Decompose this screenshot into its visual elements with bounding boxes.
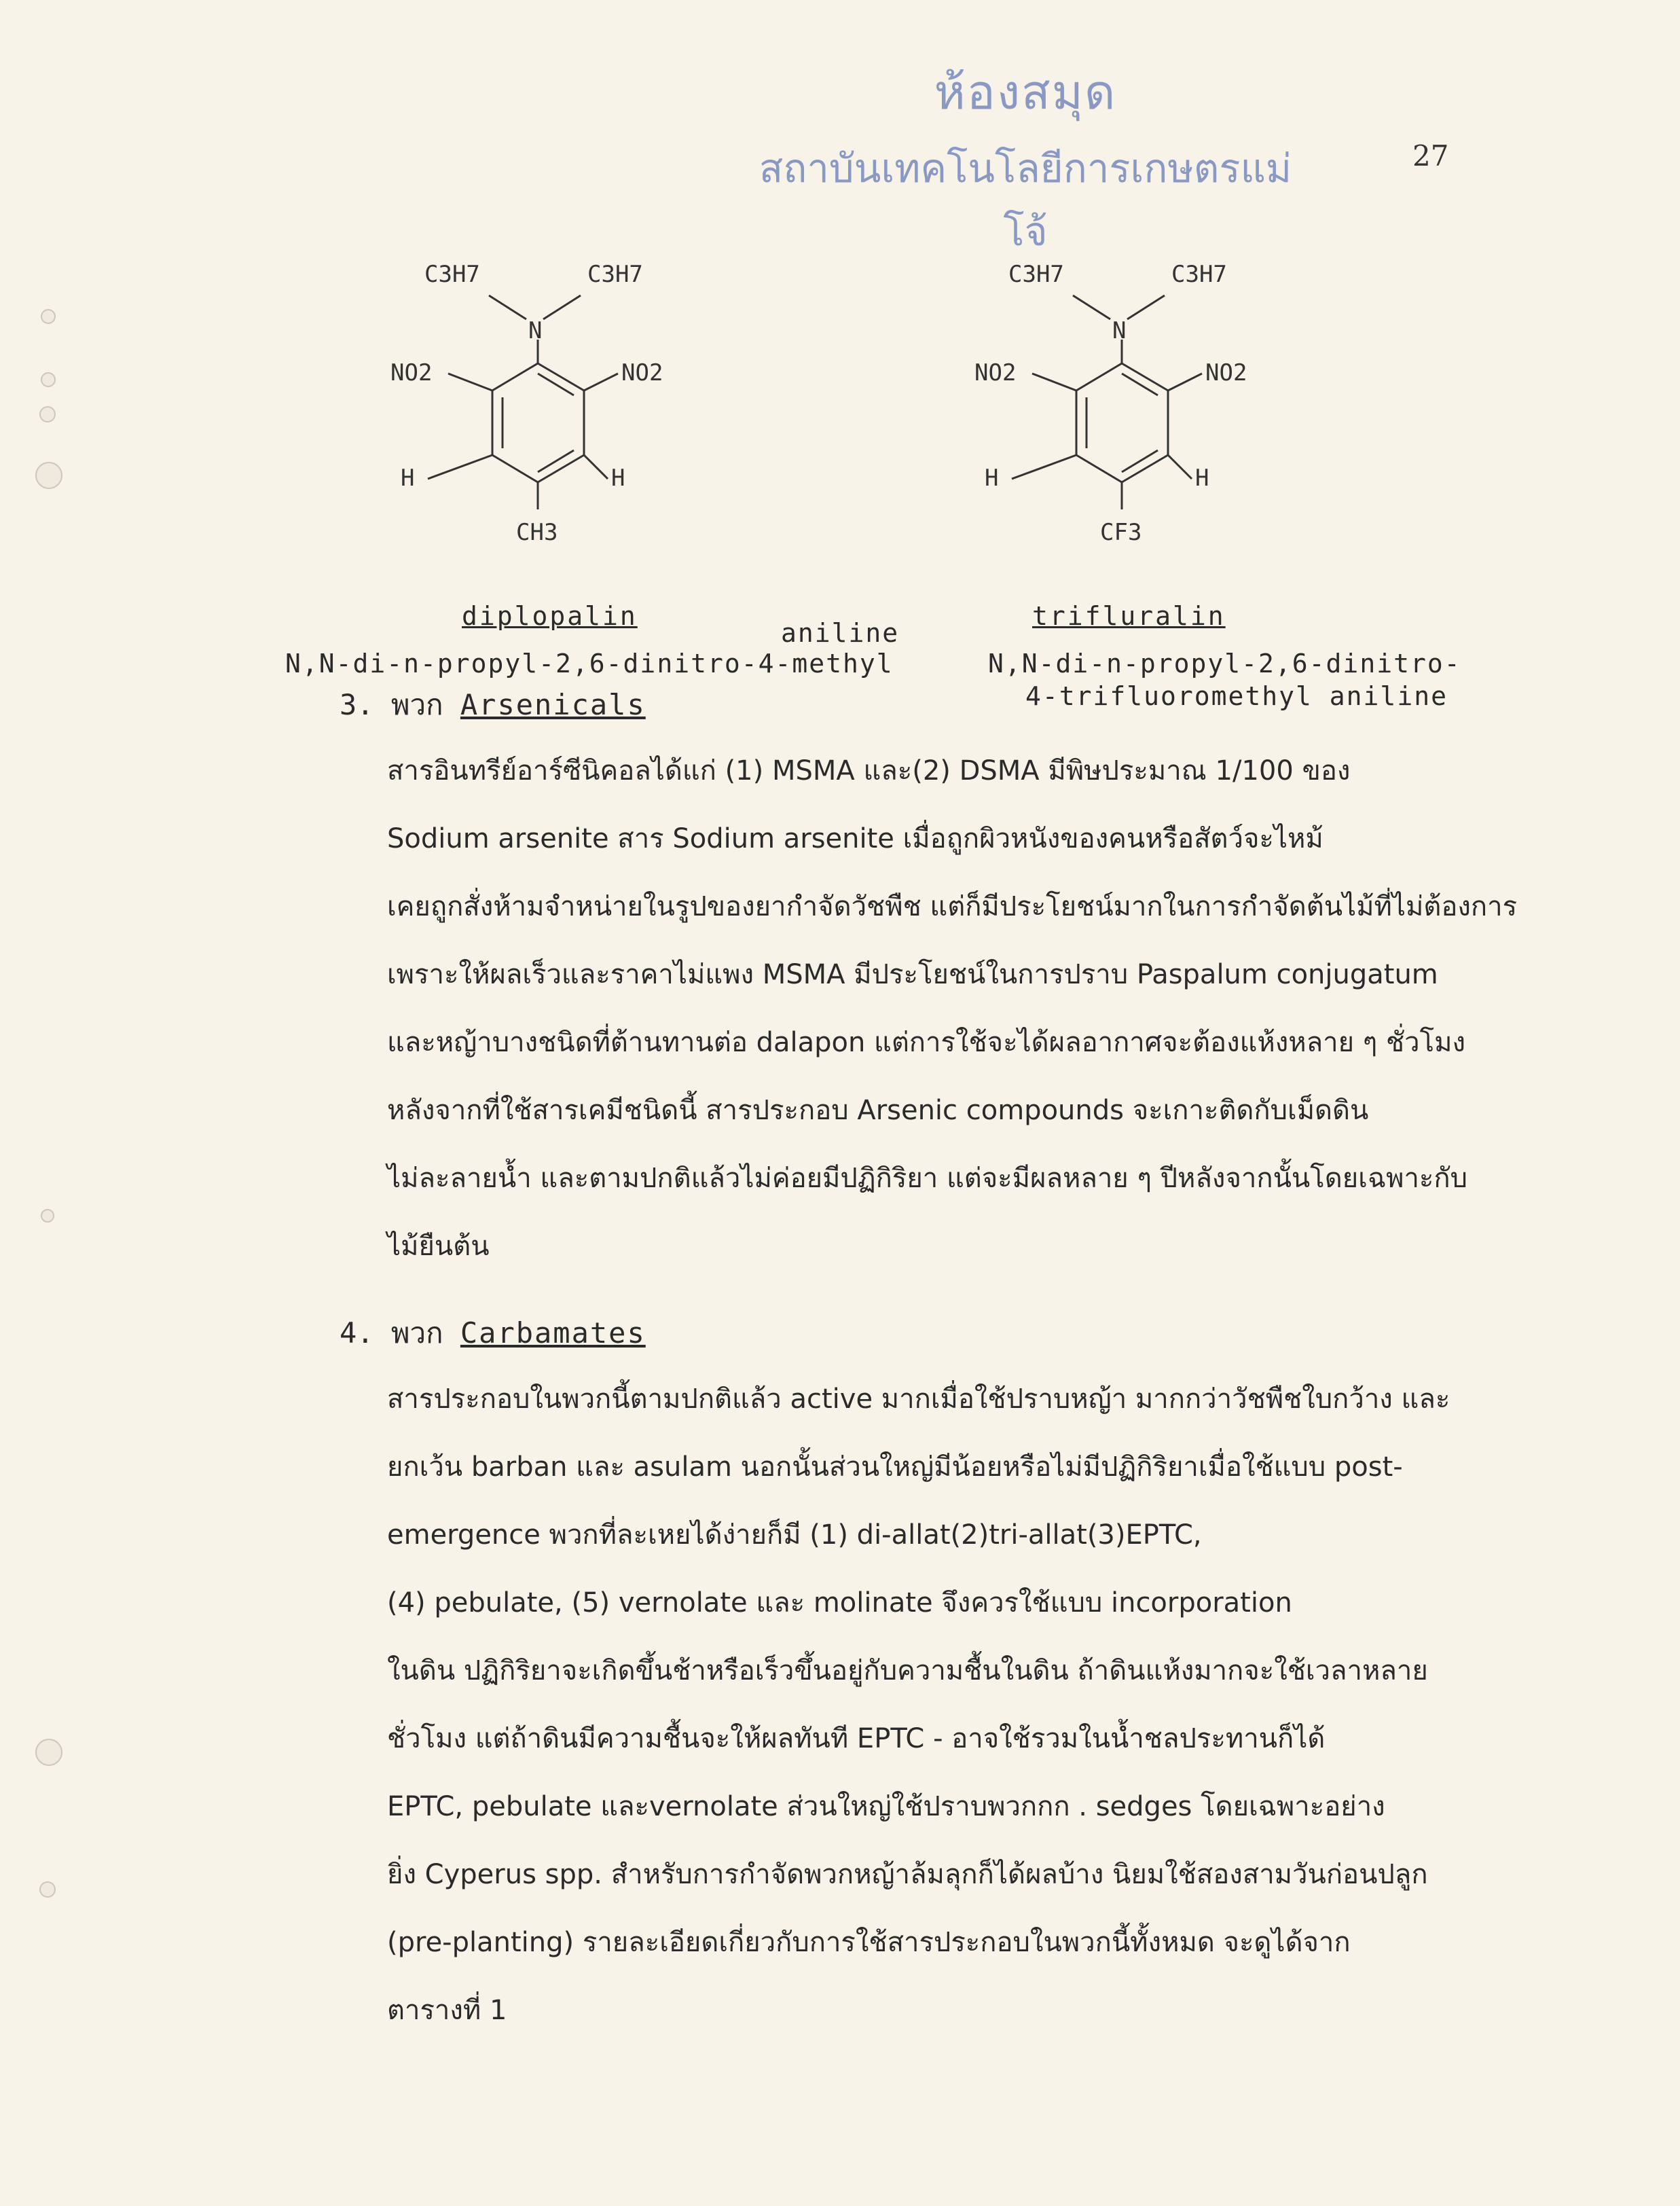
- punch-hole: [35, 1739, 62, 1766]
- section-4-line: EPTC, pebulate และvernolate ส่วนใหญ่ใช้ปราบพวกกก . sedges โดยเฉพาะอย่าง: [387, 1791, 1385, 1822]
- no2-left-label: NO2: [974, 359, 1017, 386]
- diplopalin-structure: [380, 251, 706, 577]
- trifluralin-name: trifluralin: [1032, 601, 1226, 631]
- library-stamp: [747, 54, 1304, 263]
- trifluralin-description-line-2: 4-trifluoromethyl aniline: [1025, 681, 1448, 711]
- section-4-body: [387, 1365, 1616, 2044]
- punch-hole: [41, 1209, 54, 1223]
- section-4-number: 4.: [340, 1316, 374, 1350]
- cf3-label: CF3: [1100, 519, 1142, 546]
- section-3-line: ไม้ยืนต้น: [387, 1231, 490, 1262]
- h-right-label: H: [1195, 465, 1209, 492]
- section-4-line: สารประกอบในพวกนี้ตามปกติแล้ว active มากเมื่อใช้ปราบหญ้า มากกว่าวัชพืชใบกว้าง และ: [387, 1384, 1450, 1415]
- trifluralin-description-line-1: N,N-di-n-propyl-2,6-dinitro-: [988, 649, 1461, 679]
- section-4-line: ยกเว้น barban และ asulam นอกนั้นส่วนใหญ่มีน้อยหรือไม่มีปฏิกิริยาเมื่อใช้แบบ post-: [387, 1451, 1403, 1483]
- section-4-line: ในดิน ปฏิกิริยาจะเกิดขึ้นช้าหรือเร็วขึ้นอยู่กับความชื้นในดิน ถ้าดินแห้งมากจะใช้เวลาหลาย: [387, 1655, 1428, 1686]
- h-left-label: H: [401, 465, 415, 492]
- c3h7-left-label: C3H7: [1008, 261, 1064, 288]
- section-3-line: เคยถูกสั่งห้ามจำหน่ายในรูปของยากำจัดวัชพืช แต่ก็มีประโยชน์มากในการกำจัดต้นไม้ที่ไม่ต้องการ: [387, 891, 1518, 922]
- section-4-line: (4) pebulate, (5) vernolate และ molinate จึงควรใช้แบบ incorporation: [387, 1587, 1292, 1619]
- diplopalin-description: N,N-di-n-propyl-2,6-dinitro-4-methyl: [285, 649, 894, 679]
- nitrogen-label: N: [528, 317, 543, 344]
- section-4-thai-word: พวก: [390, 1316, 443, 1350]
- nitrogen-label: N: [1112, 317, 1127, 344]
- h-right-label: H: [611, 465, 625, 492]
- h-left-label: H: [985, 465, 999, 492]
- punch-hole: [39, 406, 56, 422]
- section-3-line: เพราะให้ผลเร็วและราคาไม่แพง MSMA มีประโยชน์ในการปราบ Paspalum conjugatum: [387, 959, 1438, 990]
- stamp-line-1: ห้องสมุด: [934, 65, 1117, 120]
- no2-right-label: NO2: [1205, 359, 1247, 386]
- page-number: 27: [1412, 139, 1449, 173]
- punch-hole: [39, 1881, 56, 1898]
- punch-hole: [35, 462, 62, 489]
- section-3-body: [387, 737, 1616, 1280]
- section-3-thai-word: พวก: [390, 688, 443, 721]
- punch-hole: [41, 372, 56, 387]
- c3h7-left-label: C3H7: [424, 261, 480, 288]
- section-3-line: สารอินทรีย์อาร์ซีนิคอลได้แก่ (1) MSMA และ(2) DSMA มีพิษประมาณ 1/100 ของ: [387, 755, 1351, 786]
- section-4-line: emergence พวกที่ละเหยได้ง่ายก็มี (1) di-allat(2)tri-allat(3)EPTC,: [387, 1519, 1202, 1551]
- section-3-title: Arsenicals: [460, 688, 646, 721]
- ch3-label: CH3: [516, 519, 558, 546]
- c3h7-right-label: C3H7: [1171, 261, 1227, 288]
- section-4-heading: [340, 1311, 646, 1356]
- section-3-line: และหญ้าบางชนิดที่ต้านทานต่อ dalapon แต่การใช้จะได้ผลอากาศจะต้องแห้งหลาย ๆ ชั่วโมง: [387, 1027, 1465, 1058]
- section-4-line: ตารางที่ 1: [387, 1995, 507, 2026]
- section-3-number: 3.: [340, 688, 374, 721]
- section-4-line: ยิ่ง Cyperus spp. สำหรับการกำจัดพวกหญ้าล้มลุกก็ได้ผลบ้าง นิยมใช้สองสามวันก่อนปลูก: [387, 1859, 1428, 1890]
- no2-left-label: NO2: [390, 359, 433, 386]
- punch-hole: [41, 309, 56, 324]
- no2-right-label: NO2: [621, 359, 663, 386]
- stamp-line-2: สถาบันเทคโนโลยีการเกษตรแม่โจ้: [759, 145, 1292, 255]
- aniline-word: aniline: [781, 618, 900, 648]
- trifluralin-structure: [964, 251, 1290, 577]
- section-3-line: ไม่ละลายน้ำ และตามปกติแล้วไม่ค่อยมีปฏิกิริยา แต่จะมีผลหลาย ๆ ปีหลังจากนั้นโดยเฉพาะกับ: [387, 1163, 1467, 1194]
- section-4-line: (pre-planting) รายละเอียดเกี่ยวกับการใช้สารประกอบในพวกนี้ทั้งหมด จะดูได้จาก: [387, 1927, 1351, 1958]
- c3h7-right-label: C3H7: [587, 261, 643, 288]
- section-4-title: Carbamates: [460, 1316, 646, 1350]
- section-3-line: Sodium arsenite สาร Sodium arsenite เมื่อถูกผิวหนังของคนหรือสัตว์จะไหม้: [387, 823, 1323, 854]
- diplopalin-name: diplopalin: [462, 601, 638, 631]
- section-3-heading: [340, 683, 646, 727]
- section-4-line: ชั่วโมง แต่ถ้าดินมีความชื้นจะให้ผลทันที EPTC - อาจใช้รวมในน้ำชลประทานก็ได้: [387, 1723, 1326, 1754]
- section-3-line: หลังจากที่ใช้สารเคมีชนิดนี้ สารประกอบ Arsenic compounds จะเกาะติดกับเม็ดดิน: [387, 1095, 1369, 1126]
